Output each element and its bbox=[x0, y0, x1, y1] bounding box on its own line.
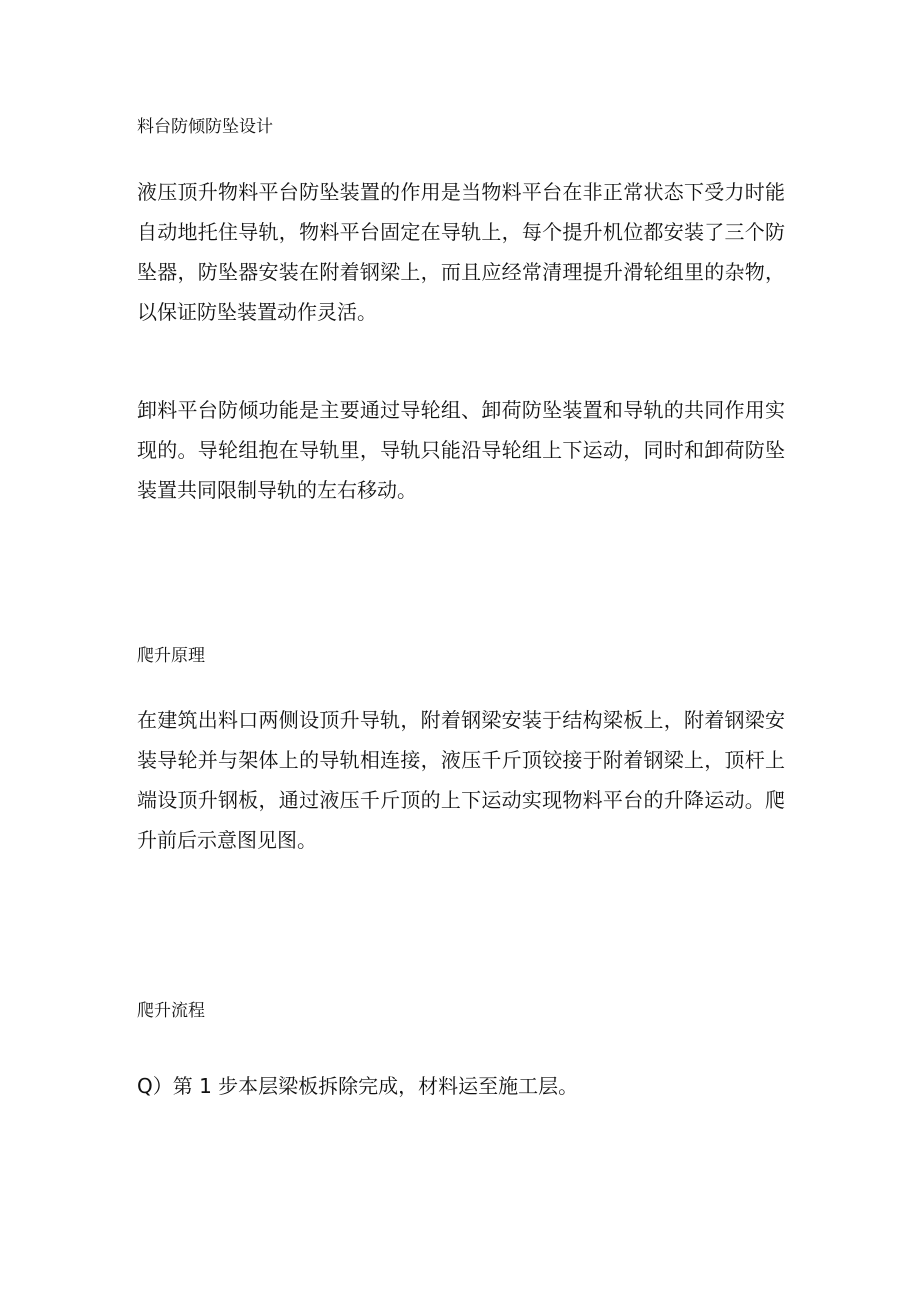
section-heading-climbing-process: 爬升流程 bbox=[137, 1001, 205, 1021]
paragraph-climbing-principle: 在建筑出料口两侧设顶升导轨，附着钢梁安装于结构梁板上，附着钢梁安装导轮并与架体上的导轨相连接，液压千斤顶铰接于附着钢梁上，顶杆上端设顶升钢板，通过液压千斤顶的上下运动实现物料平台的升降运动。爬升前后示意图见图。 bbox=[137, 708, 785, 852]
section-heading-climbing-principle: 爬升原理 bbox=[137, 646, 205, 666]
paragraph-step-1: Q）第 1 步本层梁板拆除完成，材料运至施工层。 bbox=[137, 1074, 579, 1098]
paragraph-anti-tilt-function: 卸料平台防倾功能是主要通过导轮组、卸荷防坠装置和导轨的共同作用实现的。导轮组抱在导轨里，导轨只能沿导轮组上下运动，同时和卸荷防坠装置共同限制导轨的左右移动。 bbox=[137, 398, 785, 502]
section-heading-anti-fall-design: 料台防倾防坠设计 bbox=[137, 117, 273, 137]
paragraph-anti-fall-device: 液压顶升物料平台防坠装置的作用是当物料平台在非正常状态下受力时能自动地托住导轨，物料平台固定在导轨上，每个提升机位都安装了三个防坠器，防坠器安装在附着钢梁上，而且应经常清理提升滑轮组里的杂物，以保证防坠装置动作灵活。 bbox=[137, 180, 785, 324]
